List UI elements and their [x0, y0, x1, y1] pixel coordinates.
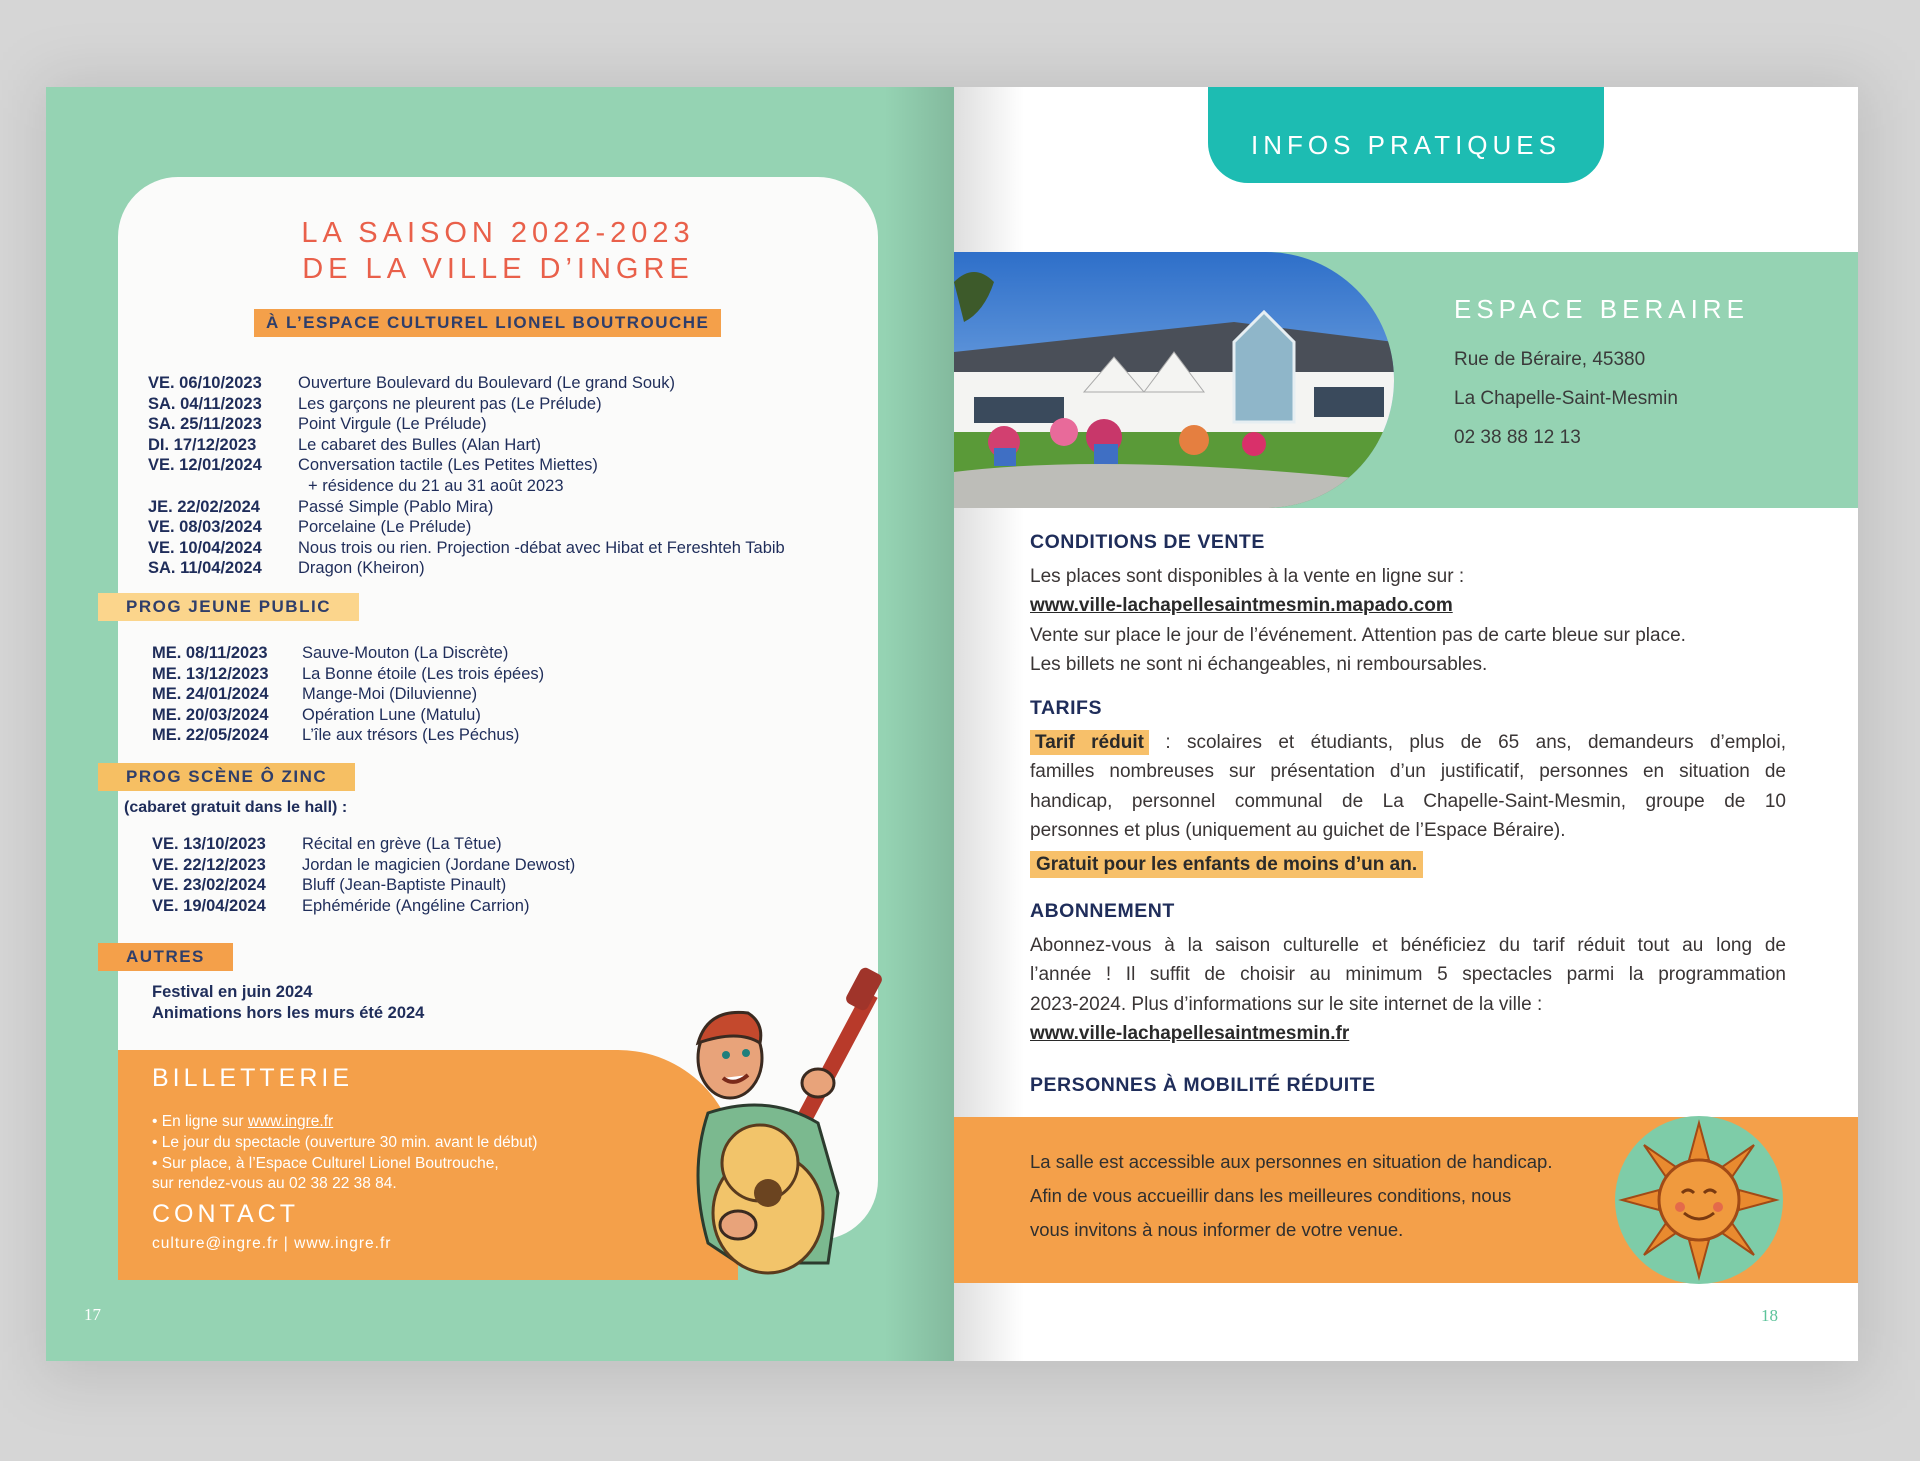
event-row: DI. 17/12/2023 Le cabaret des Bulles (Alan Hart): [148, 435, 542, 454]
event-row: VE. 06/10/2023 Ouverture Boulevard du Boulevard (Le grand Souk): [148, 374, 675, 392]
guitarist-illustration-icon: [668, 963, 908, 1293]
autres-line: Festival en juin 2024: [152, 983, 313, 1001]
address-line-2: La Chapelle-Saint-Mesmin: [1454, 388, 1678, 409]
season-title-line1: LA SAISON 2022-2023: [301, 217, 695, 249]
page-right: [954, 87, 1858, 1361]
address-line-1: Rue de Béraire, 45380: [1454, 349, 1646, 370]
tarifs-title: TARIFS: [1030, 697, 1102, 719]
billetterie-lines: [152, 1112, 537, 1195]
event-row-continuation: + résidence du 21 au 31 août 2023: [308, 476, 564, 495]
mapado-link[interactable]: www.ville-lachapellesaintmesmin.mapado.com: [1030, 595, 1453, 617]
billetterie-title: BILLETTERIE: [152, 1064, 353, 1092]
contact-line[interactable]: culture@ingre.fr | www.ingre.fr: [152, 1235, 392, 1252]
abonnement-title: ABONNEMENT: [1030, 900, 1175, 922]
gratuit-highlight: Gratuit pour les enfants de moins d’un an.: [1030, 851, 1423, 878]
event-row: JE. 22/02/2024 Passé Simple (Pablo Mira): [148, 497, 494, 516]
autres-line: Animations hors les murs été 2024: [152, 1003, 425, 1022]
infos-pratiques-tab: [1208, 87, 1604, 183]
billetterie-line: • En ligne sur www.ingre.fr: [152, 1113, 334, 1130]
billetterie-box: [118, 1050, 738, 1280]
billetterie-line: • Le jour du spectacle (ouverture 30 min. avant le début): [152, 1133, 538, 1151]
building-photo: [954, 252, 1394, 508]
abonnement-text: Abonnez-vous à la saison culturelle et bénéficiez du tarif réduit tout au long de l’année ! Il suffit de choisir au minimum 5 spectacles parmi la programmation 2023-2024. Plus d’informations sur le site internet de la ville : www.ville-lachapellesaintmesmin.fr: [1030, 935, 1786, 1044]
page-left: [46, 87, 954, 1361]
event-row: ME. 22/05/2024 L’île aux trésors (Les Péchus): [152, 726, 520, 745]
event-row: VE. 10/04/2024 Nous trois ou rien. Projection -débat avec Hibat et Fereshteh Tabib: [148, 538, 785, 557]
conditions-title: CONDITIONS DE VENTE: [1030, 531, 1265, 553]
event-row: VE. 13/10/2023 Récital en grève (La Têtue): [152, 835, 502, 853]
pmr-band: [954, 1117, 1858, 1283]
event-row: ME. 24/01/2024 Mange-Moi (Diluvienne): [152, 685, 478, 704]
autres-list: [152, 982, 424, 1023]
event-row: ME. 08/11/2023 Sauve-Mouton (La Discrète): [152, 644, 509, 662]
tarifs-text: Tarif réduit : scolaires et étudiants, plus de 65 ans, demandeurs d’emploi, familles nombreuses sur présentation d’un justificatif, personnes en situation de handicap, personnel communal de La Chapelle-Saint-Mesmin, groupe de 10 personnes et plus (uniquement au guichet de l’Espace Béraire).: [1030, 732, 1786, 841]
event-row: SA. 04/11/2023 Les garçons ne pleurent pas (Le Prélude): [148, 394, 602, 413]
gratuit-line: [1030, 850, 1786, 879]
jeune-public-tag: PROG JEUNE PUBLIC: [98, 593, 359, 621]
event-row: VE. 23/02/2024 Bluff (Jean-Baptiste Pinault): [152, 876, 507, 895]
season-title-line2: DE LA VILLE D’INGRE: [302, 253, 694, 285]
ville-link[interactable]: www.ville-lachapellesaintmesmin.fr: [1030, 1022, 1350, 1044]
autres-tag: AUTRES: [98, 943, 233, 971]
phone-number: 02 38 88 12 13: [1454, 427, 1581, 448]
pmr-title: PERSONNES À MOBILITÉ RÉDUITE: [1030, 1074, 1376, 1096]
jeune-events-list: [152, 643, 544, 746]
espace-beraire-band: [954, 252, 1858, 508]
event-row: ME. 13/12/2023 La Bonne étoile (Les trois épées): [152, 664, 545, 683]
billetterie-line: • Sur place, à l’Espace Culturel Lionel Boutrouche,: [152, 1154, 499, 1172]
event-row: VE. 08/03/2024 Porcelaine (Le Prélude): [148, 518, 472, 537]
page-number-left: 17: [84, 1305, 101, 1324]
event-row: ME. 20/03/2024 Opération Lune (Matulu): [152, 705, 481, 724]
main-events-list: [148, 373, 785, 579]
pmr-text: La salle est accessible aux personnes en situation de handicap. Afin de vous accueillir dans les meilleures conditions, nous vous invitons à nous informer de votre venue.: [1030, 1151, 1553, 1240]
zinc-note: (cabaret gratuit dans le hall) :: [124, 799, 348, 816]
infos-pratiques-title: INFOS PRATIQUES: [1251, 130, 1561, 160]
contact-title: CONTACT: [152, 1200, 299, 1228]
event-row: VE. 19/04/2024 Ephéméride (Angéline Carrion): [152, 896, 530, 915]
sun-illustration-icon: [1614, 1115, 1784, 1285]
conditions-text: Les places sont disponibles à la vente en ligne sur : www.ville-lachapellesaintmesmin.mapado.com Vente sur place le jour de l’événement. Attention pas de carte bleue sur place. Les billets ne sont ni échangeables, ni remboursables.: [1030, 566, 1686, 675]
season-title: [118, 215, 878, 287]
tarif-reduit-label: Tarif réduit: [1030, 730, 1149, 755]
event-row: SA. 11/04/2024 Dragon (Kheiron): [148, 559, 425, 578]
zinc-tag: PROG SCÈNE Ô ZINC: [98, 763, 355, 791]
billetterie-line: sur rendez-vous au 02 38 22 38 84.: [152, 1175, 397, 1193]
ingre-link[interactable]: www.ingre.fr: [247, 1113, 334, 1130]
venue-tag: À L’ESPACE CULTUREL LIONEL BOUTROUCHE: [254, 309, 721, 337]
building-photo-icon: [954, 252, 1394, 508]
event-row: VE. 22/12/2023 Jordan le magicien (Jordane Dewost): [152, 855, 576, 874]
event-row: VE. 12/01/2024 Conversation tactile (Les Petites Miettes): [148, 456, 598, 475]
zinc-events-list: [152, 834, 575, 916]
page-number-right: 18: [1761, 1306, 1778, 1325]
espace-beraire-title: ESPACE BERAIRE: [1454, 294, 1749, 324]
event-row: SA. 25/11/2023 Point Virgule (Le Prélude): [148, 415, 487, 434]
